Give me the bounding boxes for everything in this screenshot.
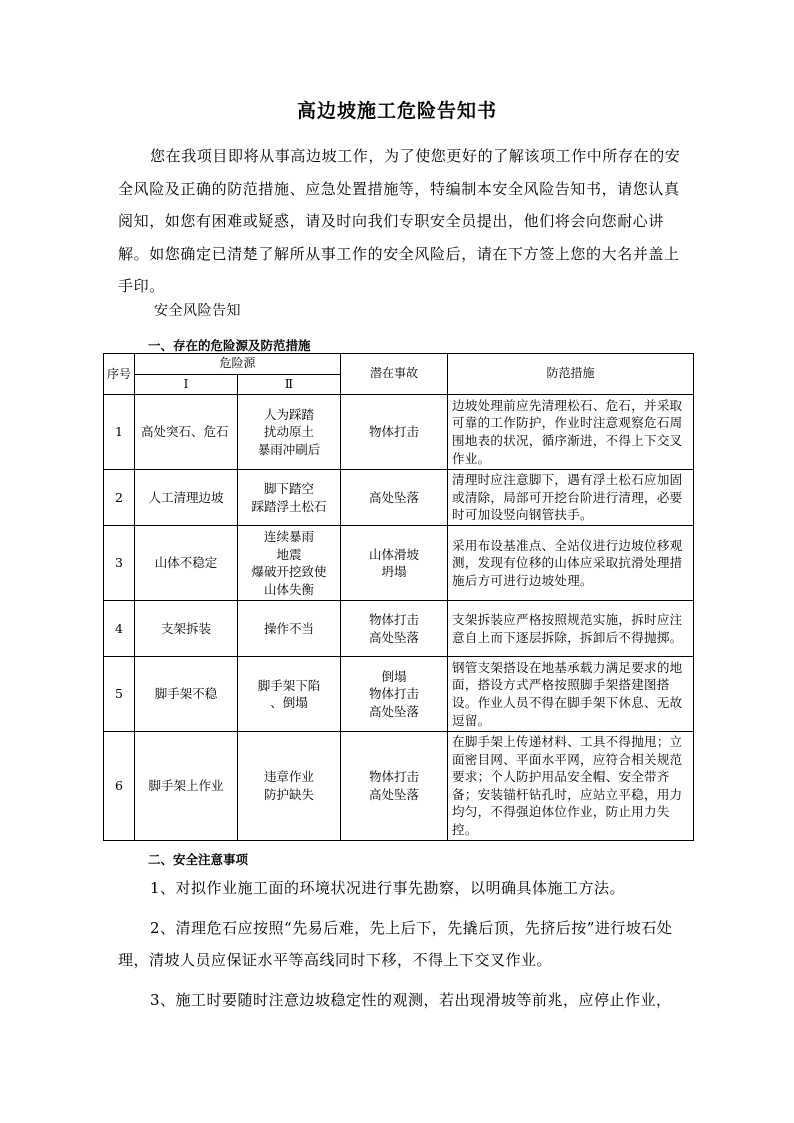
- table-row: [104, 470, 694, 526]
- intro-paragraph: 您在我项目即将从事高边坡工作，为了使您更好的了解该项工作中所存在的安全风险及正确的防范措施、应急处置措施等，特编制本安全风险告知书，请您认真阅知，如您有困难或疑惑，请及时向我们专职安全员提出，他们将会向您耐心讲解。如您确定已清楚了解所从事工作的安全风险后，请在下方签上您的大名并盖上手印。: [118, 147, 681, 295]
- hazard-source-2: 人为踩踏 扰动原土 暴雨冲刷后: [238, 395, 341, 470]
- potential-accident: 山体滑坡 坍塌: [341, 526, 448, 601]
- safety-note-3: 3、施工时要随时注意边坡稳定性的观测，若出现滑坡等前兆，应停止作业，: [150, 991, 672, 1009]
- hazard-source-1: 支架拆装: [135, 601, 238, 657]
- preventive-measure: 清理时应注意脚下，遇有浮土松石应加固或清除，局部可开挖台阶进行清理，必要时可加设竖向钢管扶手。: [448, 470, 694, 526]
- safety-note-1: 1、对拟作业施工面的环境状况进行事先勘察，以明确具体施工方法。: [150, 879, 626, 897]
- hazard-source-2: 脚手架下陷 、倒塌: [238, 657, 341, 732]
- header-accident: 潜在事故: [341, 354, 448, 395]
- hazard-table: [103, 353, 694, 841]
- preventive-measure: 采用布设基准点、全站仪进行边坡位移观测，发现有位移的山体应采取抗滑处理措施后方可进行边坡处理。: [448, 526, 694, 601]
- header-hazard: 危险源: [135, 354, 341, 375]
- header-hazard-sub2: Ⅱ: [238, 374, 341, 395]
- potential-accident: 物体打击: [341, 395, 448, 470]
- potential-accident: 物体打击 高处坠落: [341, 732, 448, 841]
- header-no: 序号: [104, 354, 135, 395]
- header-hazard-sub1: Ⅰ: [135, 374, 238, 395]
- row-number: 3: [104, 526, 135, 601]
- hazard-source-1: 脚手架不稳: [135, 657, 238, 732]
- table-row: [104, 395, 694, 470]
- safety-note-2: 2、清理危石应按照“先易后难，先上后下，先撬后顶，先挤后按”进行坡石处理，清坡人员应保证水平等高线同时下移，不得上下交叉作业。: [118, 919, 673, 969]
- table-row: [104, 657, 694, 732]
- hazard-source-1: 脚手架上作业: [135, 732, 238, 841]
- potential-accident: 物体打击 高处坠落: [341, 601, 448, 657]
- row-number: 1: [104, 395, 135, 470]
- hazard-source-1: 山体不稳定: [135, 526, 238, 601]
- table-row: [104, 732, 694, 841]
- section-2-heading: 二、安全注意事项: [148, 852, 249, 867]
- potential-accident: 倒塌 物体打击 高处坠落: [341, 657, 448, 732]
- hazard-source-2: 违章作业 防护缺失: [238, 732, 341, 841]
- preventive-measure: 支架拆装应严格按照规范实施，拆时应注意自上而下逐层拆除，拆卸后不得抛掷。: [448, 601, 694, 657]
- row-number: 6: [104, 732, 135, 841]
- potential-accident: 高处坠落: [341, 470, 448, 526]
- risk-notice-subtitle: 安全风险告知: [154, 303, 241, 319]
- table-row: [104, 601, 694, 657]
- row-number: 5: [104, 657, 135, 732]
- hazard-source-2: 操作不当: [238, 601, 341, 657]
- header-measure: 防范措施: [448, 354, 694, 395]
- preventive-measure: 边坡处理前应先清理松石、危石，并采取可靠的工作防护，作业时注意观察危石周围地表的状况，循序渐进，不得上下交叉作业。: [448, 395, 694, 470]
- hazard-source-1: 人工清理边坡: [135, 470, 238, 526]
- table-row: [104, 526, 694, 601]
- preventive-measure: 在脚手架上传递材料、工具不得抛甩；立面密目网、平面水平网，应符合相关规范要求；个人防护用品安全帽、安全带齐备；安装锚杆钻孔时，应站立平稳，用力均匀，不得强迫体位作业，防止用力失控。: [448, 732, 694, 841]
- hazard-source-1: 高处突石、危石: [135, 395, 238, 470]
- section-1-heading: 一、存在的危险源及防范措施: [148, 338, 311, 353]
- preventive-measure: 钢管支架搭设在地基承载力满足要求的地面，搭设方式严格按照脚手架搭建图搭设。作业人员不得在脚手架下休息、无故逗留。: [448, 657, 694, 732]
- hazard-source-2: 连续暴雨 地震 爆破开挖致使 山体失衡: [238, 526, 341, 601]
- hazard-source-2: 脚下踏空 踩踏浮土松石: [238, 470, 341, 526]
- row-number: 2: [104, 470, 135, 526]
- row-number: 4: [104, 601, 135, 657]
- document-title: 高边坡施工危险告知书: [296, 100, 497, 122]
- hazard-table-body: [104, 395, 694, 841]
